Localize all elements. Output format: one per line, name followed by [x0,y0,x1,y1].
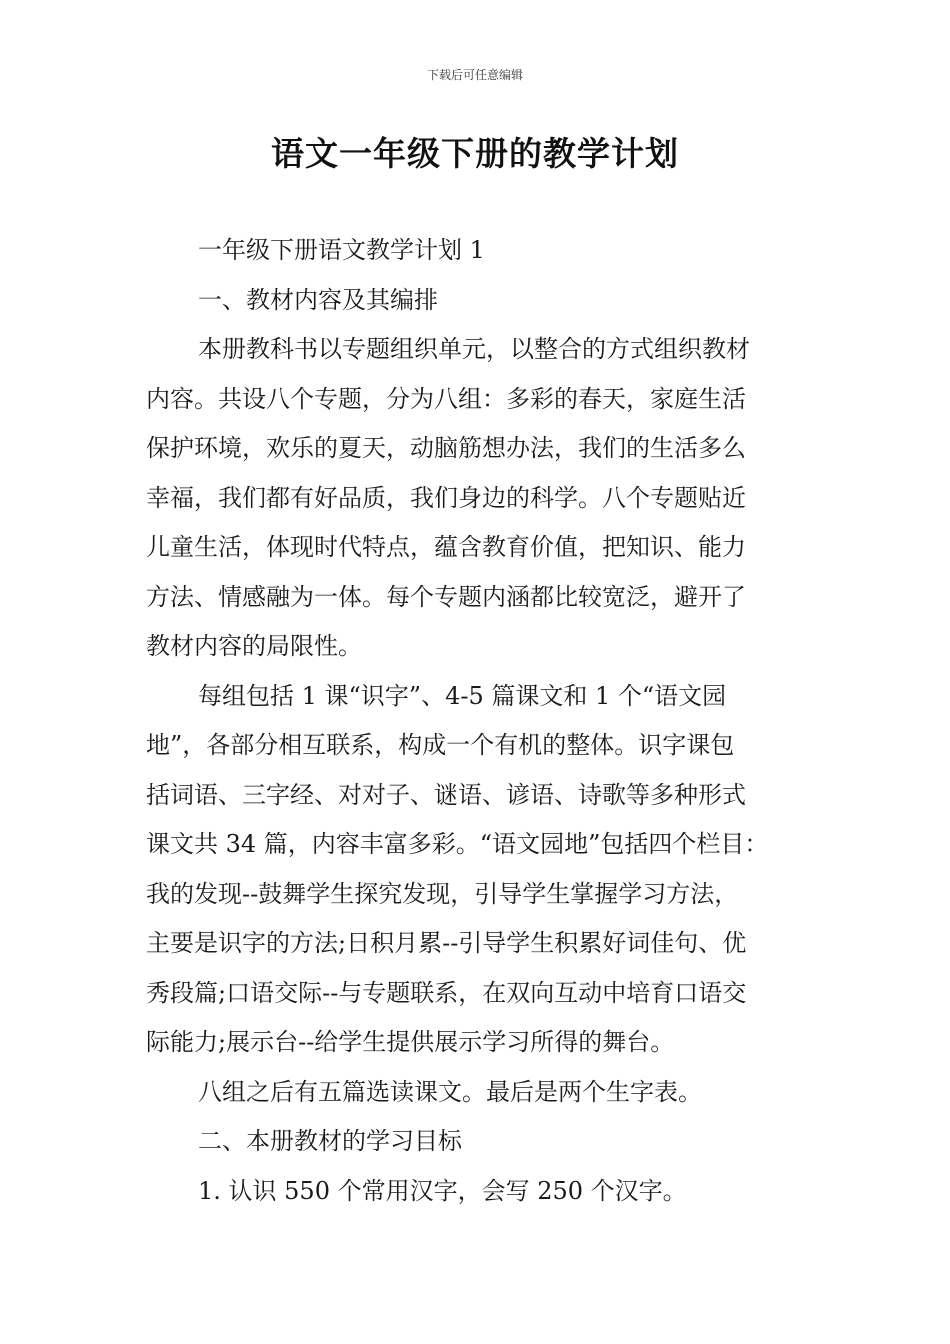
document-body [146,226,816,1216]
paragraph-3: 八组之后有五篇选读课文。最后是两个生字表。 [198,1077,702,1106]
paragraph-line: 课文共 34 篇，内容丰富多彩。“语文园地”包括四个栏目： [146,830,769,858]
paragraph-line: 际能力;展示台--给学生提供展示学习所得的舞台。 [146,1028,675,1056]
goal-item-1: 1. 认识 550 个常用汉字，会写 250 个汉字。 [198,1176,687,1205]
paragraph-line: 秀段篇;口语交际--与专题联系，在双向互动中培育口语交 [146,978,747,1007]
section-heading-2: 二、本册教材的学习目标 [198,1127,462,1155]
paragraph-line: 教材内容的局限性。 [146,632,362,660]
paragraph-line: 儿童生活，体现时代特点，蕴含教育价值，把知识、能力 [146,533,746,561]
paragraph-line: 幸福，我们都有好品质，我们身边的科学。八个专题贴近 [146,483,746,512]
header-note: 下载后可任意编辑 [426,68,523,82]
paragraph-line: 内容。共设八个专题，分为八组：多彩的春天，家庭生活 [146,384,746,413]
plan-subtitle: 一年级下册语文教学计划 1 [198,236,485,264]
paragraph-line: 每组包括 1 课“识字”、4-5 篇课文和 1 个“语文园 [198,681,727,710]
paragraph-line: 方法、情感融为一体。每个专题内涵都比较宽泛，避开了 [146,582,746,611]
paragraph-line: 括词语、三字经、对对子、谜语、谚语、诗歌等多种形式 [146,780,746,809]
section-heading-1: 一、教材内容及其编排 [198,285,438,314]
paragraph-line: 本册教科书以专题组织单元，以整合的方式组织教材 [198,335,750,363]
paragraph-line: 保护环境，欢乐的夏天，动脑筋想办法，我们的生活多么 [146,434,746,462]
paragraph-1 [146,325,816,672]
paragraph-line: 主要是识字的方法;日积月累--引导学生积累好词佳句、优 [146,929,747,957]
paragraph-2 [146,672,816,1068]
document-title: 语文一年级下册的教学计划 [271,134,679,173]
paragraph-line: 我的发现--鼓舞学生探究发现，引导学生掌握学习方法， [146,879,739,908]
paragraph-line: 地”，各部分相互联系，构成一个有机的整体。识字课包 [146,731,735,759]
